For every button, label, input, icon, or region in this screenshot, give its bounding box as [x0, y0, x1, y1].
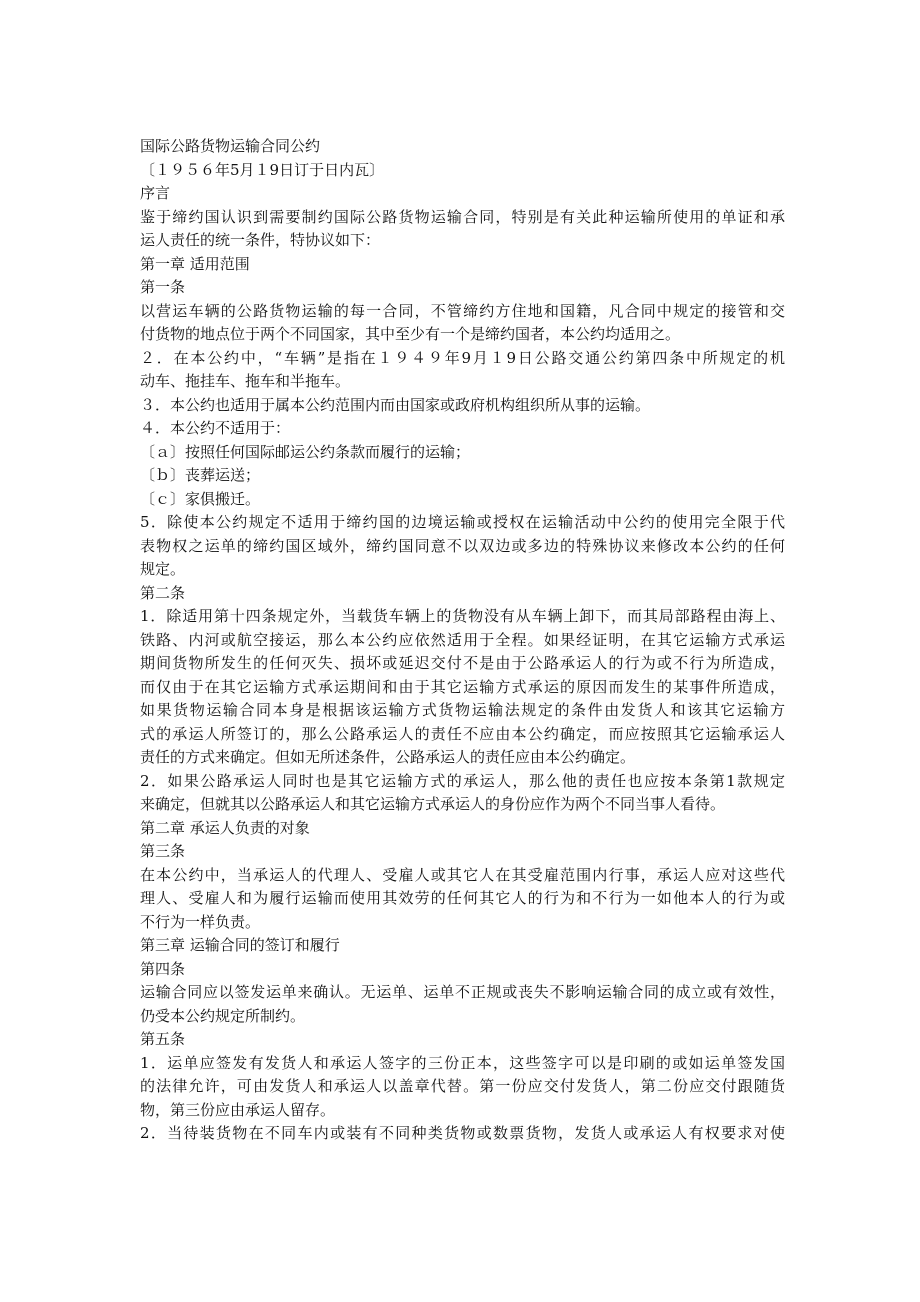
text-line: 序言 — [140, 184, 171, 202]
text-line: 如果货物运输合同本身是根据该运输方式货物运输法规定的条件由发货人和该其它运输方 — [140, 701, 785, 719]
text-line: 第二章 承运人负责的对象 — [140, 818, 310, 837]
text-line: 理人、受雇人和为履行运输而使用其效劳的任何其它人的行为和不行为一如他本人的行为或 — [140, 889, 785, 907]
text-line: 2．当待装货物在不同车内或装有不同种类货物或数票货物，发货人或承运人有权要求对使 — [140, 1124, 785, 1142]
text-line: 物，第三份应由承运人留存。 — [140, 1100, 336, 1119]
text-line: 式的承运人所签订的，那么公路承运人的责任不应由本公约确定，而应按照其它运输承运人 — [140, 724, 785, 743]
text-line: ３．本公约也适用于属本公约范围内而由国家或政府机构组织所从事的运输。 — [140, 395, 651, 414]
text-line: 表物权之运单的缔约国区域外，缔约国同意不以双边或多边的特殊协议来修改本公约的任何 — [140, 536, 785, 555]
text-line: 〔１９５６年5月１9日订于日内瓦〕 — [140, 160, 385, 179]
text-line: 〔ｃ〕家俱搬迁。 — [140, 489, 261, 508]
text-line: 以营运车辆的公路货物运输的每一合同，不管缔约方住地和国籍，凡合同中规定的接管和交 — [140, 301, 785, 320]
text-line: 2．如果公路承运人同时也是其它运输方式的承运人，那么他的责任也应按本条第1款规定 — [140, 771, 785, 790]
text-line: 第四条 — [140, 959, 186, 978]
text-line: ４．本公约不适用于： — [140, 419, 291, 437]
text-line: 第二条 — [140, 583, 186, 602]
text-line: 不行为一样负责。 — [140, 912, 261, 931]
text-line: 的法律允许，可由发货人和承运人以盖章代替。第一份应交付发货人，第二份应交付跟随货 — [140, 1077, 785, 1095]
text-line: 第一章 适用范围 — [140, 254, 250, 273]
text-line: 1．除适用第十四条规定外，当载货车辆上的货物没有从车辆上卸下，而其局部路程由海上、 — [140, 607, 785, 625]
text-line: 期间货物所发生的任何灭失、损坏或延迟交付不是由于公路承运人的行为或不行为所造成， — [140, 654, 785, 672]
text-line: 第三章 运输合同的签订和履行 — [140, 936, 340, 954]
text-line: 仍受本公约规定所制约。 — [140, 1006, 306, 1025]
text-line: 而仅由于在其它运输方式承运期间和由于其它运输方式承运的原因而发生的某事件所造成， — [140, 677, 785, 696]
text-line: 动车、拖挂车、拖车和半拖车。 — [140, 372, 351, 390]
text-line: 国际公路货物运输合同公约 — [140, 137, 321, 155]
text-line: 在本公约中，当承运人的代理人、受雇人或其它人在其受雇范围内行事，承运人应对这些代 — [140, 865, 785, 884]
text-line: 铁路、内河或航空接运，那么本公约应依然适用于全程。如果经证明，在其它运输方式承运 — [140, 630, 785, 649]
text-line: 第一条 — [140, 278, 186, 296]
text-line: ２．在本公约中，“车辆”是指在１９４９年9月１9日公路交通公约第四条中所规定的机 — [140, 348, 785, 367]
text-line: 〔ｂ〕丧葬运送； — [140, 466, 261, 484]
text-line: 运人责任的统一条件，特协议如下： — [140, 231, 381, 249]
text-line: 鉴于缔约国认识到需要制约国际公路货物运输合同，特别是有关此种运输所使用的单证和承 — [140, 207, 785, 226]
document-body — [140, 135, 785, 1146]
text-line: 第五条 — [140, 1030, 186, 1048]
text-line: 责任的方式来确定。但如无所述条件，公路承运人的责任应由本公约确定。 — [140, 748, 636, 766]
text-line: 〔ａ〕按照任何国际邮运公约条款而履行的运输； — [140, 442, 471, 461]
text-line: 运输合同应以签发运单来确认。无运单、运单不正规或丧失不影响运输合同的成立或有效性， — [140, 983, 785, 1001]
text-line: 规定。 — [140, 560, 186, 578]
text-line: 付货物的地点位于两个不同国家，其中至少有一个是缔约国者，本公约均适用之。 — [140, 325, 681, 343]
text-line: 第三条 — [140, 842, 186, 860]
text-line: 5．除使本公约规定不适用于缔约国的边境运输或授权在运输活动中公约的使用完全限于代 — [140, 513, 785, 531]
text-line: 1．运单应签发有发货人和承运人签字的三份正本，这些签字可以是印刷的或如运单签发国 — [140, 1053, 785, 1072]
text-line: 来确定，但就其以公路承运人和其它运输方式承运人的身份应作为两个不同当事人看待。 — [140, 795, 726, 813]
